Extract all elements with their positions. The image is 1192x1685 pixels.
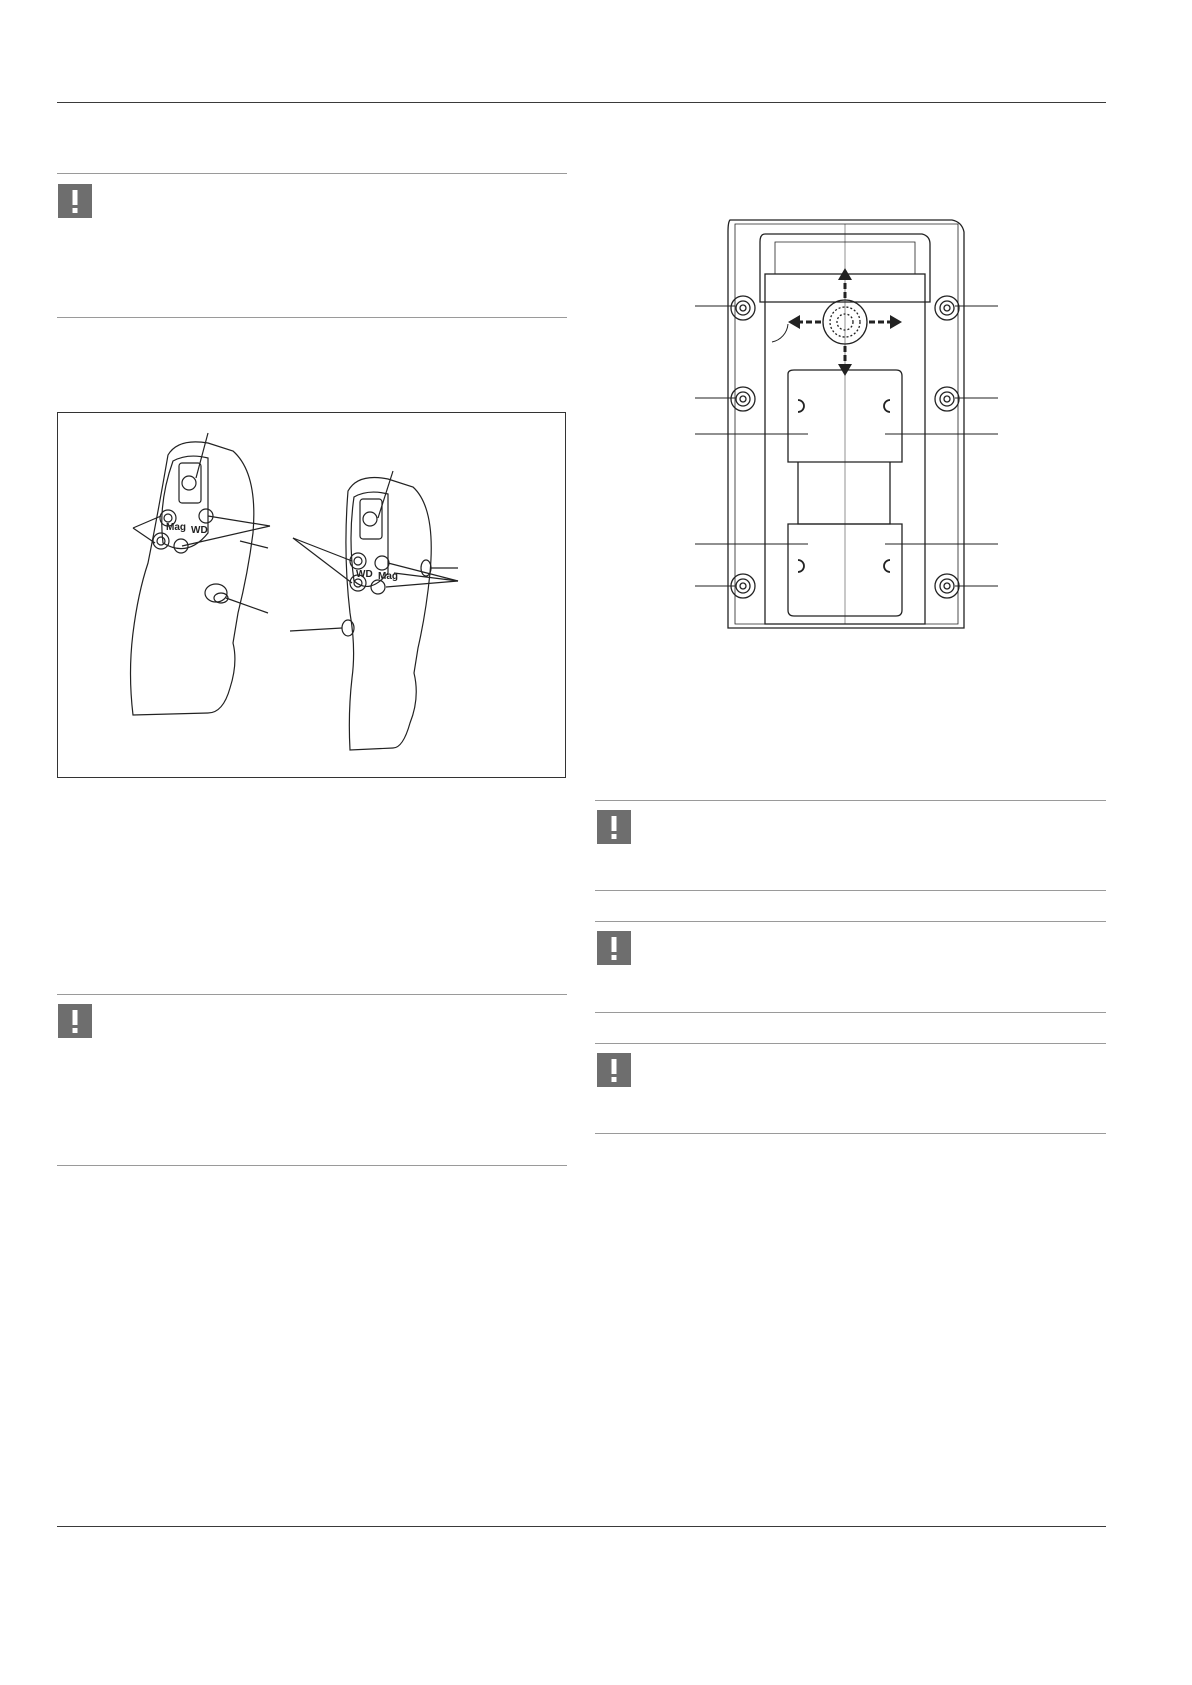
hand-grips-illustration bbox=[58, 413, 565, 777]
notice-2-bottom-rule bbox=[57, 1165, 567, 1166]
device-bottom-view-illustration bbox=[690, 212, 1010, 632]
exclamation-icon bbox=[58, 1004, 92, 1038]
header-rule bbox=[57, 102, 1106, 103]
notice-1-top-rule bbox=[57, 173, 567, 174]
footer-rule bbox=[57, 1526, 1106, 1527]
exclamation-icon bbox=[597, 931, 631, 965]
exclamation-icon bbox=[597, 1053, 631, 1087]
notice-5-top-rule bbox=[595, 1043, 1106, 1044]
notice-3-top-rule bbox=[595, 800, 1106, 801]
notice-3-bottom-rule bbox=[595, 890, 1106, 891]
right-grip-label-b: Mag bbox=[378, 571, 398, 582]
figure-hand-grips bbox=[57, 412, 566, 778]
notice-5-bottom-rule bbox=[595, 1133, 1106, 1134]
notice-2-top-rule bbox=[57, 994, 567, 995]
exclamation-icon bbox=[58, 184, 92, 218]
left-grip-label-b: WD bbox=[191, 525, 208, 536]
exclamation-icon bbox=[597, 810, 631, 844]
notice-4-bottom-rule bbox=[595, 1012, 1106, 1013]
left-grip-label-a: Mag bbox=[166, 522, 186, 533]
notice-1-bottom-rule bbox=[57, 317, 567, 318]
right-grip-label-a: WD bbox=[356, 569, 373, 580]
notice-4-top-rule bbox=[595, 921, 1106, 922]
